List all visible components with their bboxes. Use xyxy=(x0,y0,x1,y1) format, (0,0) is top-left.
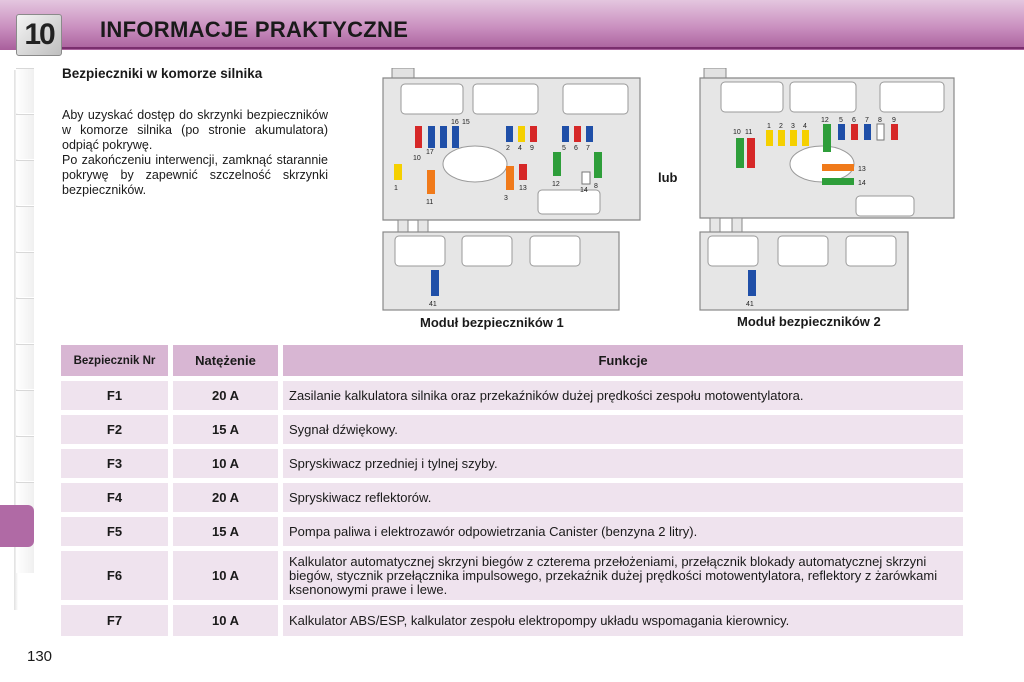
table-row xyxy=(61,605,963,636)
fuse-1 xyxy=(394,164,402,180)
fuse-41 xyxy=(748,270,756,296)
fuse-12 xyxy=(823,124,831,152)
fuse-5 xyxy=(562,126,569,142)
fuse-current: 10 A xyxy=(173,449,278,478)
clip xyxy=(704,68,726,78)
intro-paragraph-1: Aby uzyskać dostęp do skrzynki bezpieczników w komorze silnika (po stronie akumulatora) odpiąć pokrywę. xyxy=(62,108,328,152)
chapter-tabs xyxy=(0,68,34,613)
chapter-tab[interactable] xyxy=(16,436,34,481)
fuse-label: 3 xyxy=(504,195,508,202)
relay-slot xyxy=(443,146,507,182)
fuse-17 xyxy=(428,126,435,148)
relay-slot xyxy=(395,236,445,266)
table-row xyxy=(61,381,963,410)
fuse-label: 11 xyxy=(426,199,434,206)
fuse-label: 8 xyxy=(594,183,598,190)
fuse-label: 9 xyxy=(530,145,534,152)
fuse-6 xyxy=(574,126,581,142)
page-title: INFORMACJE PRAKTYCZNE xyxy=(100,17,409,42)
relay-slot xyxy=(462,236,512,266)
relay-slot xyxy=(708,236,758,266)
fuse-function: Kalkulator ABS/ESP, kalkulator zespołu elektropompy układu wspomagania kierownicy. xyxy=(283,605,963,636)
fuse-12 xyxy=(553,152,561,176)
fuse-label: 7 xyxy=(865,117,869,124)
header-function: Funkcje xyxy=(283,345,963,376)
fuse-label: 2 xyxy=(506,145,510,152)
table-header-row xyxy=(61,345,963,376)
chapter-tab[interactable] xyxy=(16,252,34,297)
fuse-nr: F5 xyxy=(61,517,168,546)
fuse-7 xyxy=(586,126,593,142)
fuse-label: 41 xyxy=(746,301,754,308)
fuse-label: 1 xyxy=(767,123,771,130)
fuse-11 xyxy=(427,170,435,194)
fuse-2 xyxy=(778,130,785,146)
module-1-caption: Moduł bezpieczników 1 xyxy=(420,315,564,330)
fuse-3 xyxy=(790,130,797,146)
fuse-3 xyxy=(519,164,527,180)
page-number: 130 xyxy=(27,648,53,665)
fuse-current: 15 A xyxy=(173,517,278,546)
fuse-label: 12 xyxy=(552,181,560,188)
fuse-function: Zasilanie kalkulatora silnika oraz przekaźników dużej prędkości zespołu motowentylatora. xyxy=(283,381,963,410)
relay-slot xyxy=(401,84,463,114)
table-row xyxy=(61,483,963,512)
fuse-label: 17 xyxy=(426,149,434,156)
fuse-13 xyxy=(822,164,854,171)
chapter-tab[interactable] xyxy=(16,206,34,251)
fuse-10 xyxy=(736,138,744,168)
header-fuse-nr: Bezpiecznik Nr xyxy=(61,345,168,376)
fuse-1 xyxy=(766,130,773,146)
relay-slot xyxy=(880,82,944,112)
diagram-separator: lub xyxy=(658,170,678,185)
fuse-module-1-diagram xyxy=(378,68,644,314)
fuse-8 xyxy=(594,152,602,178)
fuse-current: 10 A xyxy=(173,551,278,600)
fuse-label: 2 xyxy=(779,123,783,130)
fuse-2 xyxy=(506,126,513,142)
fuse-label: 41 xyxy=(429,301,437,308)
intro-paragraph-2: Po zakończeniu interwencji, zamknąć starannie pokrywę by zapewnić szczelność skrzynki bezpieczników. xyxy=(62,153,328,197)
fuse-41 xyxy=(431,270,439,296)
clip xyxy=(732,218,742,232)
fuse-4 xyxy=(802,130,809,146)
clip xyxy=(392,68,414,78)
relay-slot xyxy=(473,84,538,114)
fuse-label: 13 xyxy=(858,166,866,173)
fuse-function: Spryskiwacz reflektorów. xyxy=(283,483,963,512)
fuse-15 xyxy=(452,126,459,148)
clip xyxy=(710,218,720,232)
chapter-tab-active[interactable] xyxy=(0,505,34,547)
fuse-label: 16 xyxy=(451,119,459,126)
fuse-6 xyxy=(851,124,858,140)
fuse-nr: F1 xyxy=(61,381,168,410)
fuse-14 xyxy=(822,178,854,185)
fuse-nr: F4 xyxy=(61,483,168,512)
fuse-8 xyxy=(877,124,884,140)
fuse-label: 6 xyxy=(852,117,856,124)
relay-slot xyxy=(563,84,628,114)
header-current: Natężenie xyxy=(173,345,278,376)
chapter-tab[interactable] xyxy=(16,298,34,343)
fuse-function: Sygnał dźwiękowy. xyxy=(283,415,963,444)
fuse-7 xyxy=(864,124,871,140)
fuse-module-2-diagram xyxy=(696,68,962,314)
fuse-label: 6 xyxy=(574,145,578,152)
fuse-nr: F3 xyxy=(61,449,168,478)
table-row xyxy=(61,415,963,444)
fuse-nr: F7 xyxy=(61,605,168,636)
module-2-caption: Moduł bezpieczników 2 xyxy=(737,314,881,329)
fuse-function: Kalkulator automatycznej skrzyni biegów z czterema przełożeniami, przełącznik blokady automatycznej skrzyni biegów, stycznik przełącznika impulsowego, przekaźnik dużej prędkości motowentylatora, reflektory z żarówkami ksenonowymi prawe i lewe. xyxy=(283,551,963,600)
fuse-label: 9 xyxy=(892,117,896,124)
table-row xyxy=(61,449,963,478)
fuse-label: 15 xyxy=(462,119,470,126)
table-row xyxy=(61,551,963,600)
relay-slot xyxy=(778,236,828,266)
fuse-9 xyxy=(891,124,898,140)
fuse-nr: F6 xyxy=(61,551,168,600)
chapter-tab[interactable] xyxy=(16,114,34,159)
chapter-tab[interactable] xyxy=(16,390,34,435)
chapter-tab[interactable] xyxy=(16,344,34,389)
fuse-label: 13 xyxy=(519,185,527,192)
fuse-label: 11 xyxy=(745,129,753,136)
relay-slot xyxy=(846,236,896,266)
relay-slot xyxy=(856,196,914,216)
relay-slot xyxy=(538,190,600,214)
fuse-11 xyxy=(747,138,755,168)
fuse-nr: F2 xyxy=(61,415,168,444)
fuse-16 xyxy=(440,126,447,148)
chapter-tab[interactable] xyxy=(16,160,34,205)
fuse-label: 14 xyxy=(580,187,588,194)
fuse-9 xyxy=(530,126,537,142)
section-title: Bezpieczniki w komorze silnika xyxy=(62,66,263,81)
fuse-current: 20 A xyxy=(173,381,278,410)
fuse-13 xyxy=(506,166,514,190)
fuse-10 xyxy=(415,126,422,148)
fuse-label: 12 xyxy=(821,117,829,124)
fuse-label: 4 xyxy=(803,123,807,130)
fuse-label: 10 xyxy=(733,129,741,136)
fuse-label: 1 xyxy=(394,185,398,192)
fuse-5 xyxy=(838,124,845,140)
relay-slot xyxy=(530,236,580,266)
chapter-tab[interactable] xyxy=(16,68,34,113)
fuse-label: 5 xyxy=(839,117,843,124)
fuse-14 xyxy=(582,172,590,184)
fuse-label: 14 xyxy=(858,180,866,187)
fuse-4 xyxy=(518,126,525,142)
fuse-current: 20 A xyxy=(173,483,278,512)
fuse-label: 7 xyxy=(586,145,590,152)
fuse-label: 10 xyxy=(413,155,421,162)
fuse-function: Spryskiwacz przedniej i tylnej szyby. xyxy=(283,449,963,478)
relay-slot xyxy=(790,82,856,112)
table-row xyxy=(61,517,963,546)
fuse-label: 8 xyxy=(878,117,882,124)
fuse-function: Pompa paliwa i elektrozawór odpowietrzania Canister (benzyna 2 litry). xyxy=(283,517,963,546)
fuse-current: 10 A xyxy=(173,605,278,636)
fuse-label: 5 xyxy=(562,145,566,152)
header-divider xyxy=(58,47,1024,49)
fuse-label: 3 xyxy=(791,123,795,130)
relay-slot xyxy=(721,82,783,112)
fuse-label: 4 xyxy=(518,145,522,152)
chapter-badge: 10 xyxy=(16,14,62,56)
fuse-current: 15 A xyxy=(173,415,278,444)
